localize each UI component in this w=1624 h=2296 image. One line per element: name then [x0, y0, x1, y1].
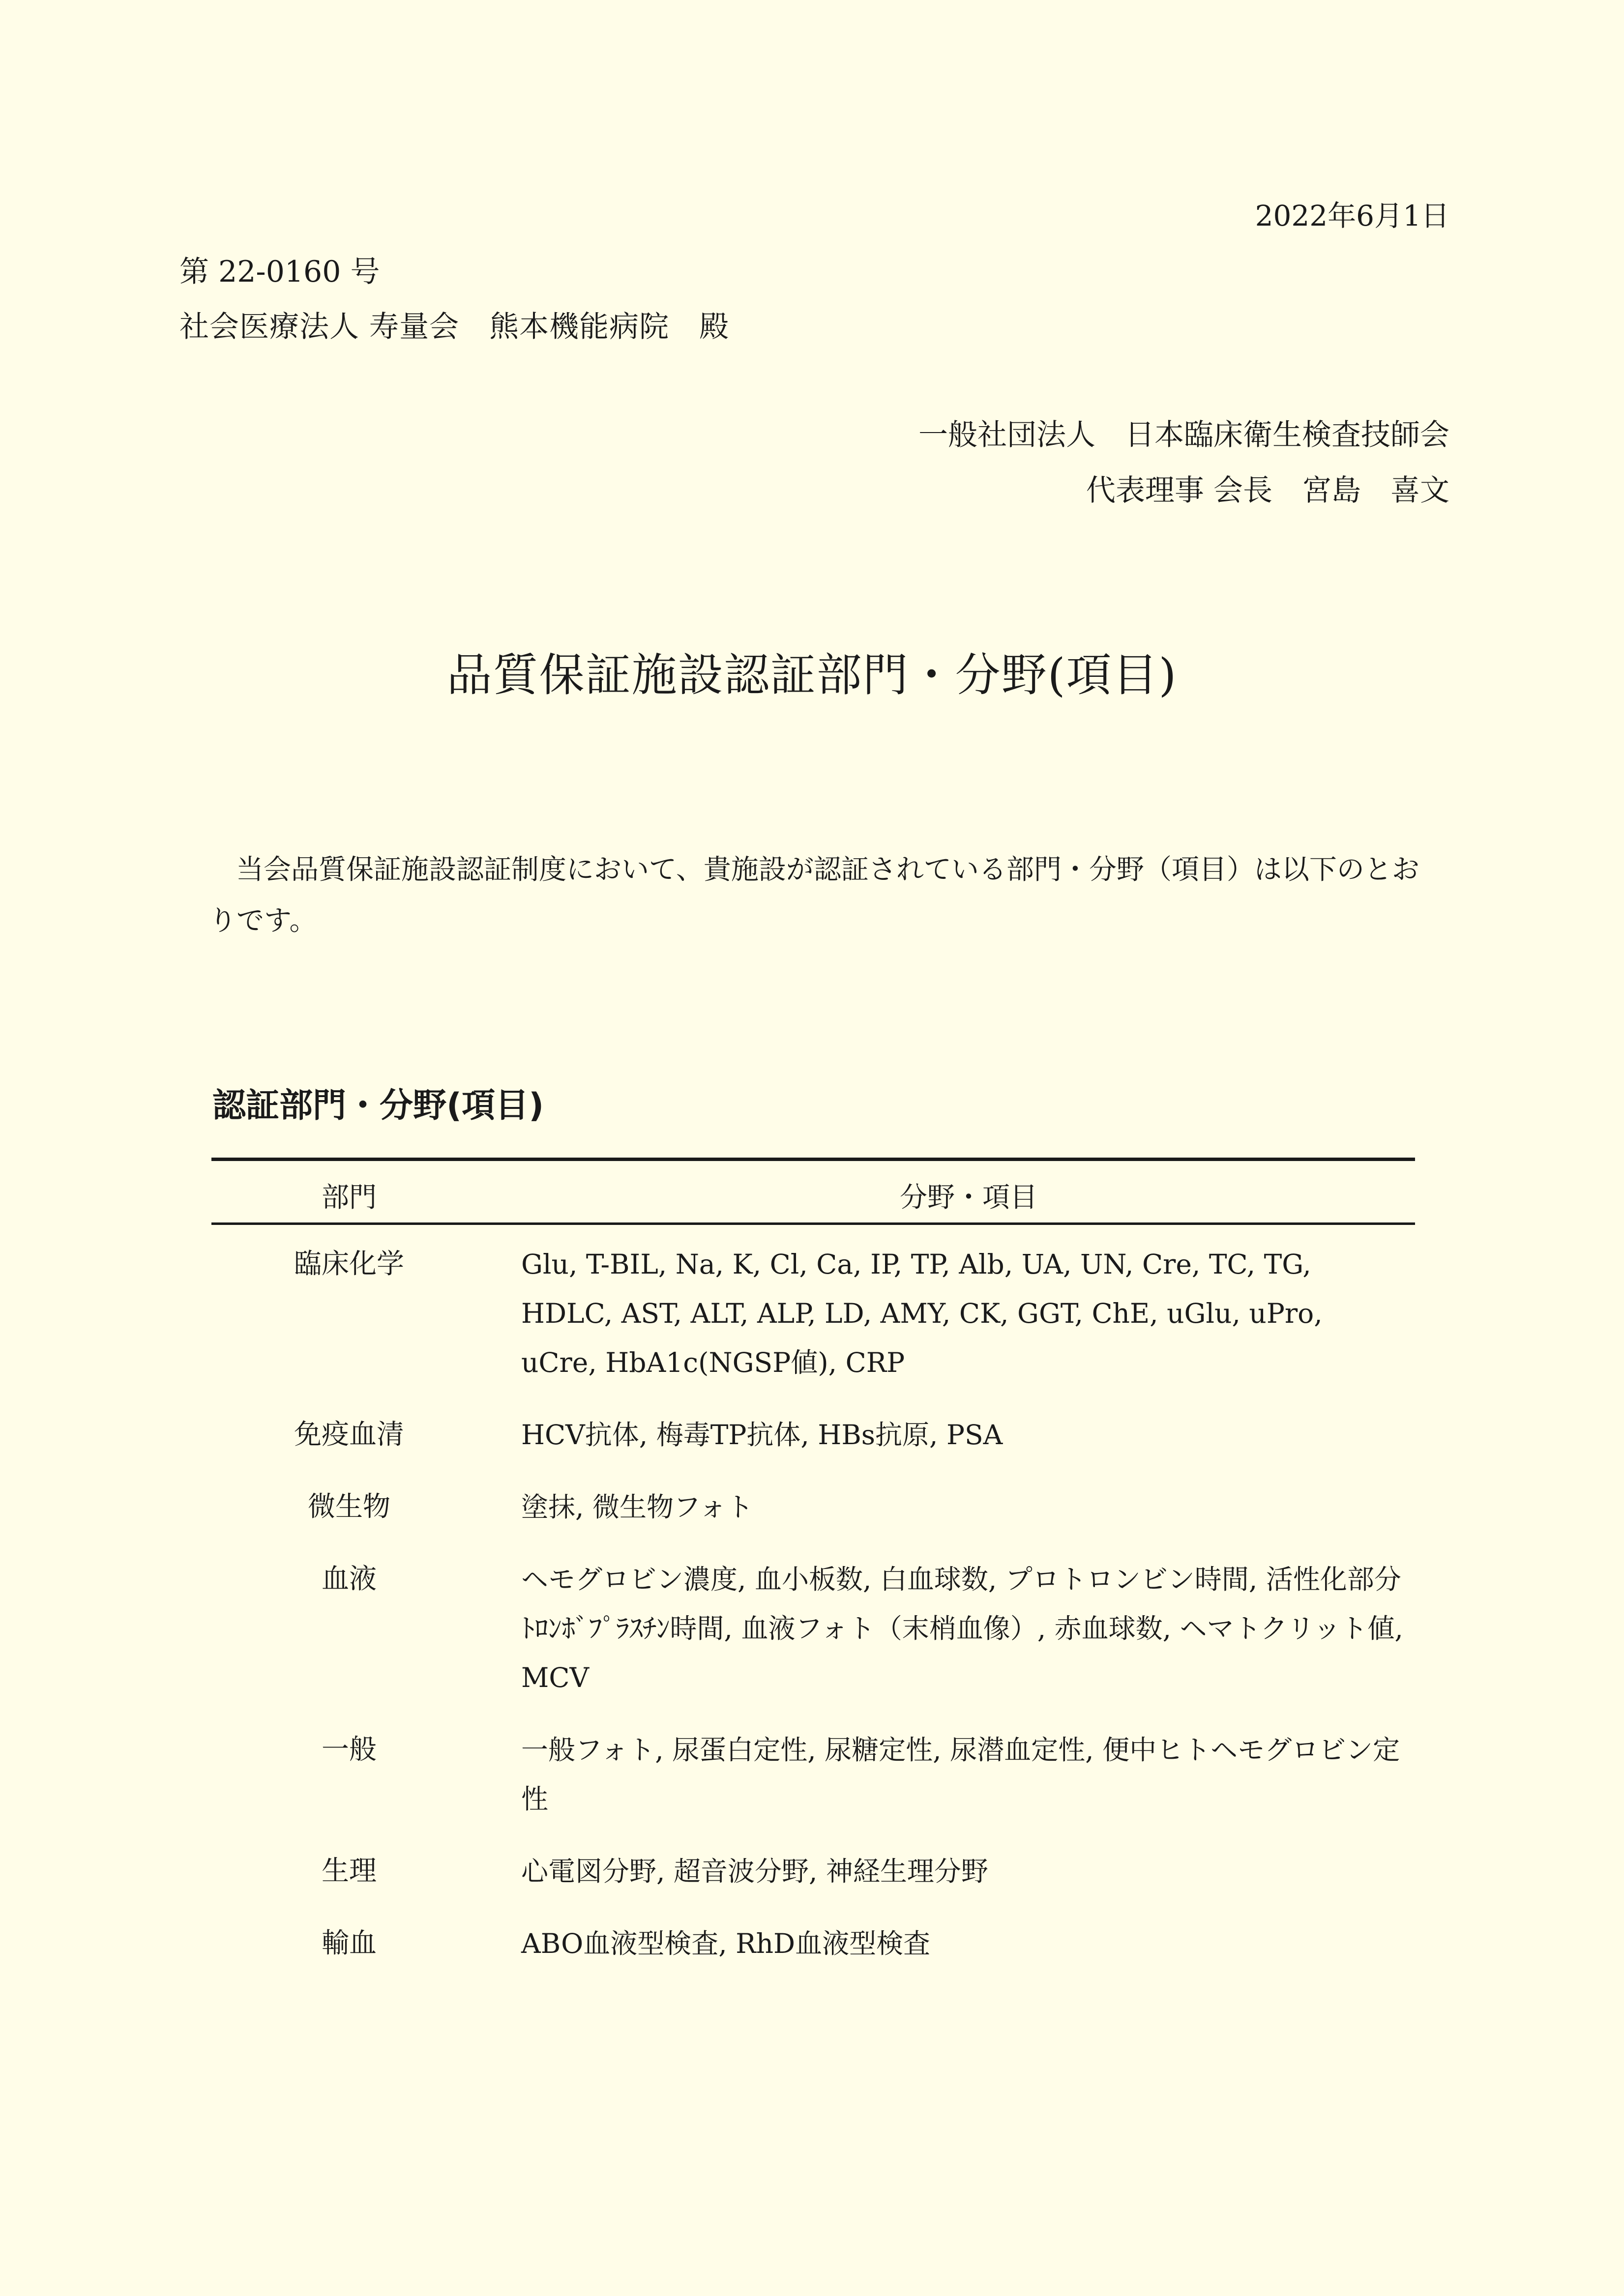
fields-cell: ヘモグロビン濃度, 血小板数, 白血球数, プロトロンビン時間, 活性化部分ﾄﾛﾝﾎﾞﾌﾟﾗｽﾁﾝ時間, 血液フォト（末梢血像）, 赤血球数, ヘマトクリット値, MCV: [521, 1564, 1403, 1693]
table-header-rule: [211, 1222, 1415, 1225]
table-row: [211, 1482, 1415, 1532]
table-header-department: 部門: [322, 1182, 377, 1214]
fields-cell: ABO血液型検査, RhD血液型検査: [521, 1928, 931, 1959]
fields-cell: 塗抹, 微生物フォト: [521, 1491, 754, 1523]
issuer-representative: 代表理事 会長 宮島 喜文: [1086, 473, 1449, 508]
table-row: [211, 1410, 1415, 1459]
table-row: [211, 1240, 1415, 1387]
table-row: [211, 1919, 1415, 1968]
fields-cell: 一般フォト, 尿蛋白定性, 尿糖定性, 尿潜血定性, 便中ヒトヘモグロビン定性: [521, 1734, 1400, 1815]
issuer-organization: 一般社団法人 日本臨床衛生検査技師会: [918, 418, 1449, 452]
fields-cell: Glu, T-BIL, Na, K, Cl, Ca, IP, TP, Alb, UA, UN, Cre, TC, TG, HDLC, AST, ALT, ALP, LD, AMY, CK, GGT, ChE, uGlu, uPro, uCre, HbA1c(NGSP値), CRP: [521, 1249, 1323, 1378]
table-row: [211, 1847, 1415, 1896]
section-heading: 認証部門・分野(項目): [212, 1086, 544, 1125]
department-cell: 一般: [322, 1734, 377, 1766]
department-cell: 微生物: [308, 1491, 390, 1523]
table-row: [211, 1725, 1415, 1824]
document-title: 品質保証施設認証部門・分野(項目): [446, 649, 1178, 701]
table-row: [211, 1555, 1415, 1702]
department-cell: 生理: [322, 1855, 377, 1887]
certification-table-body: [211, 1240, 1415, 1991]
document-date: 2022年6月1日: [1255, 199, 1449, 233]
department-cell: 免疫血清: [294, 1419, 404, 1451]
addressee: 社会医療法人 寿量会 熊本機能病院 殿: [179, 310, 730, 344]
table-header-fields: 分野・項目: [900, 1182, 1037, 1214]
fields-cell: 心電図分野, 超音波分野, 神経生理分野: [521, 1856, 988, 1887]
document-number: 第 22-0160 号: [179, 255, 380, 289]
table-top-rule: [211, 1158, 1415, 1161]
department-cell: 臨床化学: [294, 1248, 404, 1280]
department-cell: 血液: [322, 1563, 377, 1595]
fields-cell: HCV抗体, 梅毒TP抗体, HBs抗原, PSA: [521, 1419, 1003, 1451]
department-cell: 輸血: [322, 1927, 377, 1959]
intro-paragraph: 当会品質保証施設認証制度において、貴施設が認証されている部門・分野（項目）は以下のとおりです。: [209, 854, 1419, 937]
